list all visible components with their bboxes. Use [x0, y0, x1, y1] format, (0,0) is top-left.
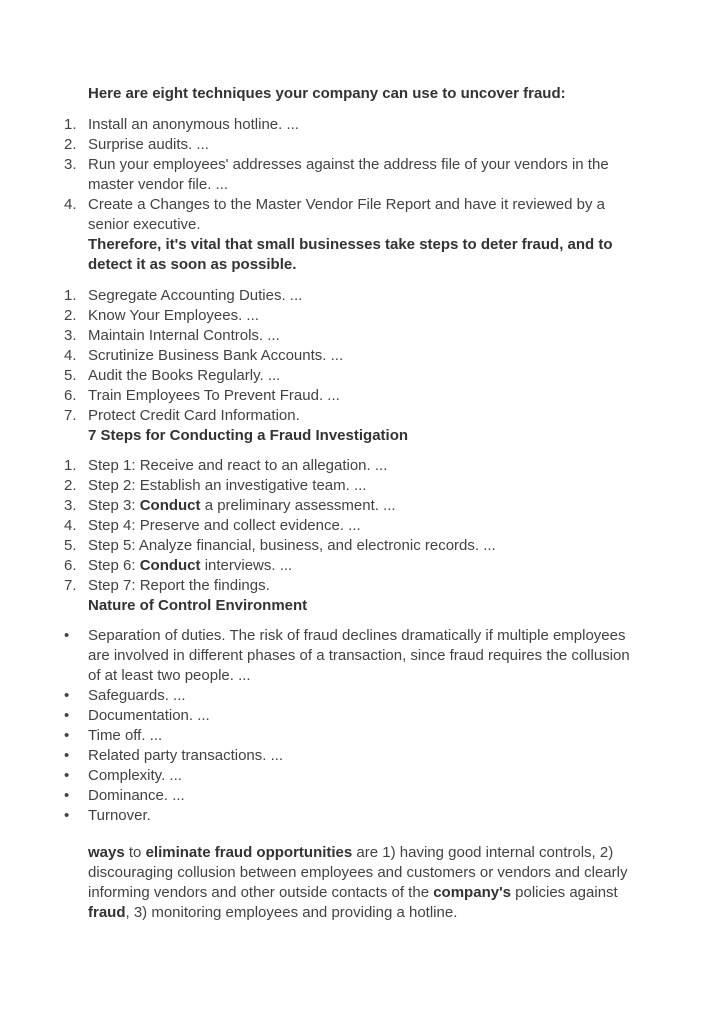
list-item [64, 726, 642, 746]
text-segment: ways [88, 844, 125, 861]
list-item [64, 386, 642, 406]
list-item-text: Complexity. ... [88, 767, 182, 784]
heading-control-environment: Nature of Control Environment [88, 597, 308, 614]
text-segment: policies against [510, 884, 618, 901]
text-segment: fraud [88, 904, 126, 921]
list-item-text [88, 496, 642, 516]
list-item-text: Segregate Accounting Duties. ... [88, 287, 303, 304]
list-item-text: Install an anonymous hotline. ... [88, 116, 299, 133]
list-marker: 7. [64, 577, 77, 594]
list-item-text: Protect Credit Card Information. [88, 407, 300, 424]
list-marker: 1. [64, 457, 77, 474]
step-text-post: a preliminary assessment. ... [200, 497, 396, 514]
bullet-marker: • [64, 747, 70, 764]
list-item [64, 766, 642, 786]
text-segment: company's [433, 884, 511, 901]
list-marker: 5. [64, 537, 77, 554]
list-marker: 2. [64, 136, 77, 153]
list-item-text: Time off. ... [88, 727, 163, 744]
list-item-text: Safeguards. ... [88, 687, 186, 704]
heading-fraud-investigation: 7 Steps for Conducting a Fraud Investigation [88, 427, 409, 444]
list-item [64, 195, 642, 235]
list-item [64, 576, 642, 596]
list-item [64, 476, 642, 496]
list-item [64, 746, 642, 766]
list-item-text: Know Your Employees. ... [88, 307, 259, 324]
list-marker: 3. [64, 327, 77, 344]
list-item-text: Run your employees' addresses against the address file of your vendors in the master vendor file. ... [88, 156, 609, 193]
text-segment: eliminate fraud opportunities [145, 844, 353, 861]
list-item-text: Separation of duties. The risk of fraud declines dramatically if multiple employees are involved in different phases of a transaction, since fraud requires the collusion of at least two people. ... [88, 627, 630, 684]
paragraph-deter-emphasis: Therefore, it's vital that small businesses take steps to deter fraud, and to detect it as soon as possible. [88, 236, 613, 273]
list-marker: 5. [64, 367, 77, 384]
list-item [64, 406, 642, 426]
bullet-marker: • [64, 807, 70, 824]
list-item-text [88, 556, 642, 576]
list-item [64, 516, 642, 536]
bullet-marker: • [64, 767, 70, 784]
bullet-marker: • [64, 727, 70, 744]
heading-uncover-fraud: Here are eight techniques your company can use to uncover fraud: [88, 85, 566, 102]
step-text-pre: Step 5: Analyze financial, business, and electronic records. ... [88, 537, 496, 554]
list-item-text: Create a Changes to the Master Vendor File Report and have it reviewed by a senior executive. [88, 196, 605, 233]
list-item [64, 306, 642, 326]
list-item [64, 135, 642, 155]
list-item [64, 496, 642, 516]
list-uncover-fraud [64, 115, 642, 235]
list-marker: 2. [64, 477, 77, 494]
list-item-text: Dominance. ... [88, 787, 185, 804]
list-marker: 4. [64, 517, 77, 534]
list-marker: 6. [64, 557, 77, 574]
list-item [64, 326, 642, 346]
list-item-text [88, 476, 642, 496]
step-text-bold: Conduct [139, 497, 201, 514]
step-text-pre: Step 2: Establish an investigative team. ... [88, 477, 367, 494]
list-marker: 2. [64, 307, 77, 324]
list-item [64, 556, 642, 576]
step-text-pre: Step 1: Receive and react to an allegation. ... [88, 457, 388, 474]
list-marker: 4. [64, 196, 77, 213]
document-content [64, 84, 642, 923]
list-item-text [88, 536, 642, 556]
step-text-pre: Step 7: Report the findings. [88, 577, 270, 594]
step-text-post: interviews. ... [200, 557, 293, 574]
list-marker: 3. [64, 156, 77, 173]
text-segment: , 3) monitoring employees and providing a hotline. [125, 904, 458, 921]
list-item-text: Documentation. ... [88, 707, 210, 724]
list-marker: 6. [64, 387, 77, 404]
list-item-text: Related party transactions. ... [88, 747, 284, 764]
paragraph-closing [88, 843, 642, 923]
list-item [64, 346, 642, 366]
list-item [64, 686, 642, 706]
list-item-text: Audit the Books Regularly. ... [88, 367, 281, 384]
list-marker: 3. [64, 497, 77, 514]
list-item-text: Scrutinize Business Bank Accounts. ... [88, 347, 344, 364]
text-segment: are 1) having good internal controls, 2) discouraging collusion between employees and customers or vendors and clearly informing vendors and other outside contacts of the [88, 844, 628, 901]
list-item [64, 456, 642, 476]
list-deter-steps [64, 286, 642, 426]
list-item-text: Surprise audits. ... [88, 136, 209, 153]
list-item-text: Train Employees To Prevent Fraud. ... [88, 387, 340, 404]
list-item [64, 706, 642, 726]
step-text-pre: Step 4: Preserve and collect evidence. ... [88, 517, 361, 534]
list-item [64, 536, 642, 556]
list-item [64, 786, 642, 806]
bullet-marker: • [64, 707, 70, 724]
list-item-text [88, 516, 642, 536]
list-marker: 1. [64, 116, 77, 133]
list-item-text: Turnover. [88, 807, 151, 824]
list-marker: 1. [64, 287, 77, 304]
bullet-marker: • [64, 787, 70, 804]
list-item [64, 806, 642, 826]
list-item [64, 286, 642, 306]
step-text-pre: Step 3: [88, 497, 140, 514]
step-text-bold: Conduct [139, 557, 201, 574]
list-investigation-steps [64, 456, 642, 596]
bullet-marker: • [64, 687, 70, 704]
list-item-text [88, 576, 642, 596]
text-segment: to [124, 844, 146, 861]
list-item-text: Maintain Internal Controls. ... [88, 327, 280, 344]
list-item-text [88, 456, 642, 476]
list-marker: 4. [64, 347, 77, 364]
list-marker: 7. [64, 407, 77, 424]
list-item [64, 626, 642, 686]
list-item [64, 115, 642, 135]
list-item [64, 366, 642, 386]
bullet-marker: • [64, 627, 70, 644]
step-text-pre: Step 6: [88, 557, 140, 574]
list-control-environment [64, 626, 642, 826]
list-item [64, 155, 642, 195]
